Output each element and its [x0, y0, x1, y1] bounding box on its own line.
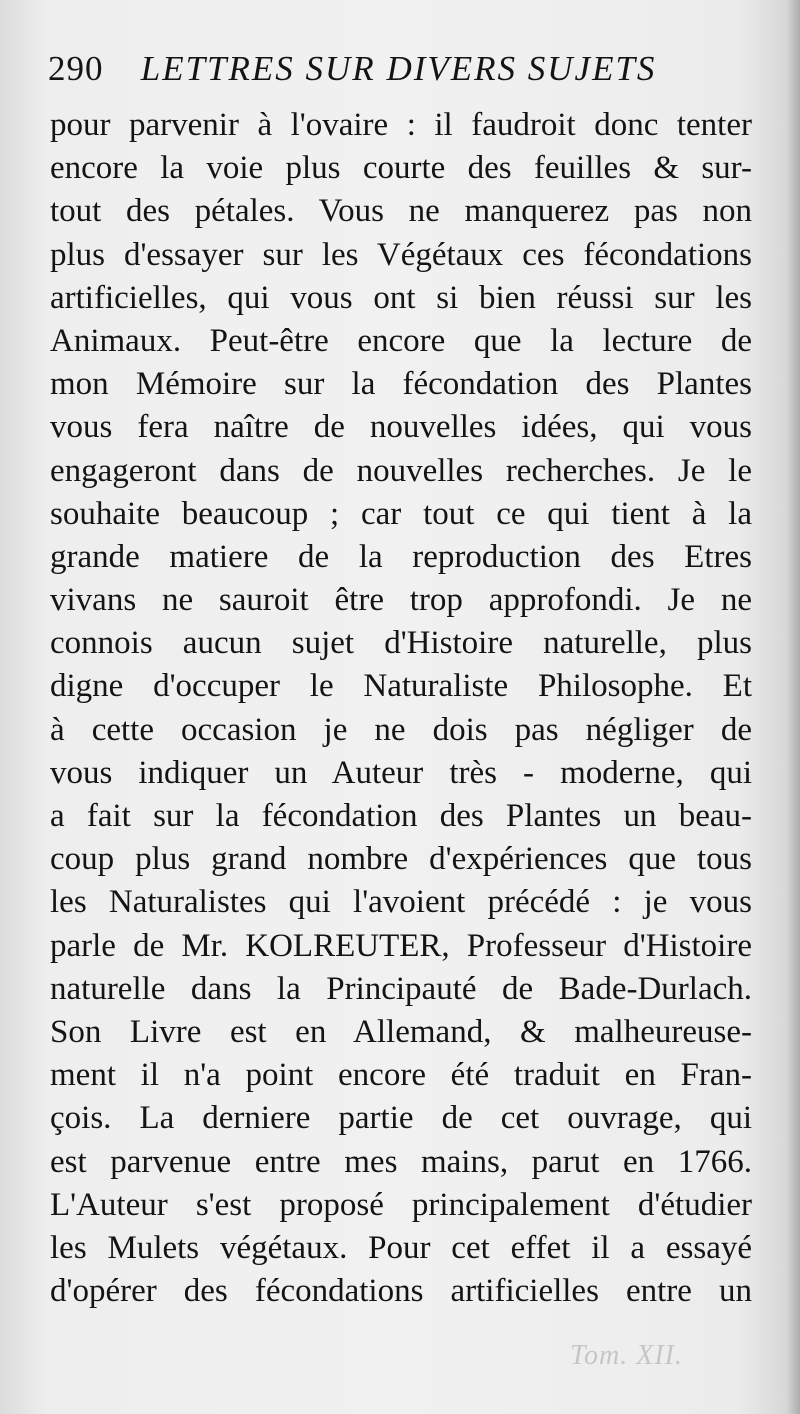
text-line: Son Livre est en Allemand, & malheureuse- — [50, 1013, 752, 1050]
text-line: connois aucun sujet d'Histoire naturelle, plus — [50, 625, 752, 662]
text-line: encore la voie plus courte des feuilles & sur- — [50, 150, 752, 187]
text-line: a fait sur la fécondation des Plantes un beau- — [50, 798, 752, 834]
text-line: ment il n'a point encore été traduit en Fran- — [50, 1057, 752, 1094]
text-line: naturelle dans la Principauté de Bade-Durlach. — [50, 970, 752, 1007]
text-line: artificielles, qui vous ont si bien réussi sur les — [50, 279, 752, 316]
text-line: les Naturalistes qui l'avoient précédé : je vous — [50, 884, 752, 921]
text-line: Animaux. Peut-être encore que la lecture de — [50, 322, 752, 359]
text-line: coup plus grand nombre d'expériences que tous — [50, 841, 752, 878]
text-line: d'opérer des fécondations artificielles entre un — [50, 1273, 752, 1310]
page-number: 290 — [48, 49, 104, 88]
text-line: plus d'essayer sur les Végétaux ces fécondations — [50, 236, 752, 273]
text-line: engageront dans de nouvelles recherches. Je le — [50, 452, 752, 489]
show-through-text: Tom. XII. — [570, 1340, 683, 1371]
text-line: mon Mémoire sur la fécondation des Plantes — [50, 366, 752, 403]
text-line: digne d'occuper le Naturaliste Philosophe. Et — [50, 668, 752, 705]
text-line: parle de Mr. KOLREUTER, Professeur d'Histoire — [50, 927, 752, 964]
text-line: tout des pétales. Vous ne manquerez pas non — [50, 193, 752, 230]
text-line: est parvenue entre mes mains, parut en 1766. — [50, 1143, 752, 1180]
text-line: L'Auteur s'est proposé principalement d'étudier — [50, 1186, 752, 1223]
page-header — [48, 44, 748, 94]
text-line: vivans ne sauroit être trop approfondi. Je ne — [50, 582, 752, 619]
running-title: LETTRES SUR DIVERS SUJETS — [140, 49, 657, 88]
page-edge-shadow — [786, 0, 800, 1414]
text-line: vous indiquer un Auteur très - moderne, qui — [50, 754, 752, 791]
body-text — [50, 104, 752, 1313]
text-line: vous fera naître de nouvelles idées, qui vous — [50, 409, 752, 446]
text-line: à cette occasion je ne dois pas négliger de — [50, 711, 752, 748]
text-line: grande matiere de la reproduction des Etres — [50, 538, 752, 575]
text-line: les Mulets végétaux. Pour cet effet il a essayé — [50, 1229, 752, 1266]
text-line: souhaite beaucoup ; car tout ce qui tient à la — [50, 495, 752, 532]
text-line: çois. La derniere partie de cet ouvrage, qui — [50, 1100, 752, 1137]
text-line: pour parvenir à l'ovaire : il faudroit donc tenter — [50, 107, 752, 143]
